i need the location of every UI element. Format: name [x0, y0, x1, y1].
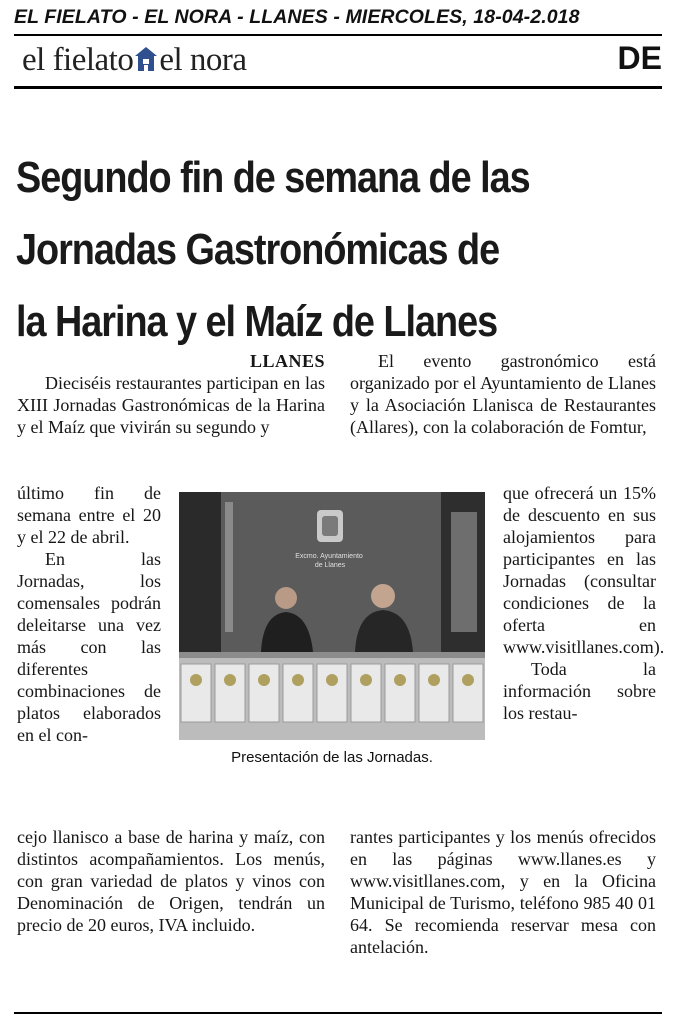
paragraph: que ofrecerá un 15% de descuento en sus alojamientos para participantes en las Jornadas (consultar condiciones de la oferta en www.visitllanes.com).: [503, 483, 665, 657]
photo-scene: [179, 492, 485, 740]
paragraph: último fin de semana entre el 20 y el 22 de abril.: [17, 483, 161, 547]
section-tag: DE: [617, 40, 662, 76]
top-rule: [14, 34, 662, 36]
paragraph: cejo llanisco a base de harina y maíz, con distintos acompañamientos. Los menús, con gran variedad de platos y vinos con Denominación de Origen, tendrán un precio de 20 euros, IVA incluido.: [17, 827, 325, 935]
headline-line: Segundo fin de semana de las: [16, 153, 530, 202]
masthead-right: el nora: [159, 42, 247, 78]
headline: [16, 142, 575, 358]
paragraph: En las Jornadas, los comensales podrán deleitarse una vez más con las diferentes combinaciones de platos elaborados en el con-: [17, 549, 161, 745]
bottom-rule: [14, 1012, 662, 1014]
paragraph: Toda la información sobre los restau-: [503, 659, 656, 723]
paragraph: Dieciséis restaurantes participan en las XIII Jornadas Gastronómicas de la Harina y el Maíz que vivirán su segundo y: [17, 373, 325, 437]
house-icon: [134, 46, 158, 72]
column-1-narrow: [17, 482, 161, 746]
dateline-place: LLANES: [249, 351, 325, 371]
headline-line: Jornadas Gastronómicas de: [16, 225, 500, 274]
edition-line: EL FIELATO - EL NORA - LLANES - MIERCOLES, 18-04-2.018: [14, 6, 580, 28]
column-1-bottom: [17, 826, 325, 936]
column-2-top: [350, 350, 656, 438]
photo-caption: Presentación de las Jornadas.: [231, 749, 433, 766]
brochure-emblems: [190, 674, 474, 686]
column-2-bottom: [350, 826, 656, 958]
brochures: [181, 664, 483, 722]
press-photo: [179, 492, 485, 740]
column-1-top: [17, 350, 325, 438]
masthead-logo: [22, 44, 247, 77]
coat-of-arms-icon: [317, 510, 343, 542]
headline-line: la Harina y el Maíz de Llanes: [16, 297, 498, 346]
paragraph: rantes participantes y los menús ofrecidos en las páginas www.llanes.es y www.visitllanes.com, y en la Oficina Municipal de Turismo, teléfono 985 40 01 64. Se recomienda reservar mesa con antelación.: [350, 827, 656, 957]
masthead-left: el fielato: [22, 42, 134, 78]
column-2-narrow: [503, 482, 665, 724]
photo-sign-text: Excmo. Ayuntamiento de Llanes: [295, 553, 363, 569]
paragraph: El evento gastronómico está organizado por el Ayuntamiento de Llanes y la Asociación Llanisca de Restaurantes (Allares), con la colaboración de Fomtur,: [350, 351, 656, 437]
masthead-rule: [14, 86, 662, 89]
